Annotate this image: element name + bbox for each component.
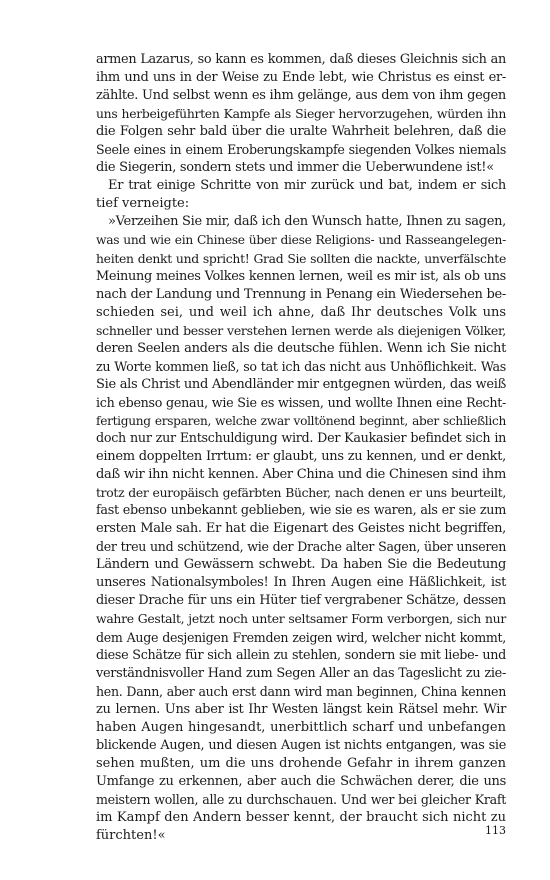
text-line: zu Worte kommen ließ, so tat ich das nicht aus Unhöflichkeit. Was (96, 358, 506, 374)
text-line: hen. Dann, aber auch erst dann wird man beginnen, China kennen (96, 683, 506, 699)
body-text (96, 51, 506, 845)
text-line: Ländern und Gewässern schwebt. Da haben Sie die Bedeutung (96, 557, 506, 573)
text-line: ihm und uns in der Weise zu Ende lebt, wie Christus es einst er- (96, 70, 506, 86)
text-line: im Kampf den Andern besser kennt, der braucht sich nicht zu (96, 809, 506, 825)
text-line: deren Seelen anders als die deutsche fühlen. Wenn ich Sie nicht (96, 340, 506, 356)
text-line: fertigung ersparen, welche zwar volltönend beginnt, aber schließlich (96, 413, 506, 428)
text-line: doch nur zur Entschuldigung wird. Der Kaukasier befindet sich in (96, 430, 506, 446)
text-line: verständnisvoller Hand zum Segen Aller an das Tageslicht zu zie- (96, 665, 506, 681)
text-line: tief verneigte: (96, 196, 190, 212)
text-line: zählte. Und selbst wenn es ihm gelänge, aus dem von ihm gegen (96, 88, 506, 104)
text-line: haben Augen hingesandt, unerbittlich scharf und unbefangen (96, 719, 506, 735)
text-line: wahre Gestalt, jetzt noch unter seltsamer Form verborgen, sich nur (96, 611, 506, 627)
text-line: ich ebenso genau, wie Sie es wissen, und wollte Ihnen eine Recht- (96, 394, 506, 410)
text-line: der treu und schützend, wie der Drache alter Sagen, über unseren (96, 539, 506, 555)
text-line: einem doppelten Irrtum: er glaubt, uns zu kennen, und er denkt, (96, 449, 506, 465)
text-line: diese Schätze für sich allein zu stehlen, sondern sie mit liebe- und (96, 647, 506, 663)
text-line: zu lernen. Uns aber ist Ihr Westen längst kein Rätsel mehr. Wir (96, 701, 506, 717)
text-line: daß wir ihn nicht kennen. Aber China und die Chinesen sind ihm (96, 467, 506, 483)
text-line: nach der Landung und Trennung in Penang ein Wiedersehen be- (96, 286, 506, 302)
text-line: uns herbeigeführten Kampfe als Sieger hervorzugehen, würden ihn (96, 106, 506, 122)
text-line: schieden sei, und weil ich ahne, daß Ihr deutsches Volk uns (96, 304, 506, 320)
text-line: Seele eines in einem Eroberungskampfe siegenden Volkes niemals (96, 142, 506, 158)
text-line: blickende Augen, und diesen Augen ist nichts entgangen, was sie (96, 737, 506, 753)
text-line: dieser Drache für uns ein Hüter tief vergrabener Schätze, dessen (96, 593, 506, 609)
text-line: sehen mußten, um die uns drohende Gefahr in ihrem ganzen (96, 755, 506, 771)
text-line: armen Lazarus, so kann es kommen, daß dieses Gleichnis sich an (96, 52, 506, 67)
text-line: trotz der europäisch gefärbten Bücher, nach denen er uns beurteilt, (96, 486, 506, 501)
text-line: fast ebenso unbekannt geblieben, wie sie es waren, als er sie zum (96, 503, 506, 519)
text-line: heiten denkt und spricht! Grad Sie sollten die nackte, unverfälschte (96, 251, 506, 266)
text-line: Umfange zu erkennen, aber auch die Schwächen derer, die uns (96, 773, 506, 789)
text-line: schneller und besser verstehen lernen werde als diejenigen Völker, (96, 322, 506, 338)
text-line: die Folgen sehr bald über die uralte Wahrheit belehren, daß die (96, 124, 506, 140)
text-line: unseres Nationalsymboles! In Ihren Augen eine Häßlichkeit, ist (96, 575, 506, 591)
text-line: die Siegerin, sondern stets und immer die Ueberwundene ist!« (96, 160, 494, 176)
text-line: »Verzeihen Sie mir, daß ich den Wunsch hatte, Ihnen zu sagen, (108, 214, 506, 230)
text-line: meistern wollen, alle zu durchschauen. Und wer bei gleicher Kraft (96, 791, 506, 807)
text-line: ersten Male sah. Er hat die Eigenart des Geistes nicht begriffen, (96, 521, 506, 537)
text-line: dem Auge desjenigen Fremden zeigen wird, welcher nicht kommt, (96, 629, 506, 645)
text-line: Er trat einige Schritte von mir zurück und bat, indem er sich (108, 178, 506, 194)
page-number: 113 (485, 824, 506, 837)
text-line: Sie als Christ und Abendländer mir entgegnen würden, das weiß (96, 376, 506, 392)
text-line: was und wie ein Chinese über diese Religions- und Rasseangelegen- (96, 233, 506, 248)
text-line: fürchten!« (96, 828, 166, 844)
text-line: Meinung meines Volkes kennen lernen, weil es mir ist, als ob uns (96, 268, 506, 284)
